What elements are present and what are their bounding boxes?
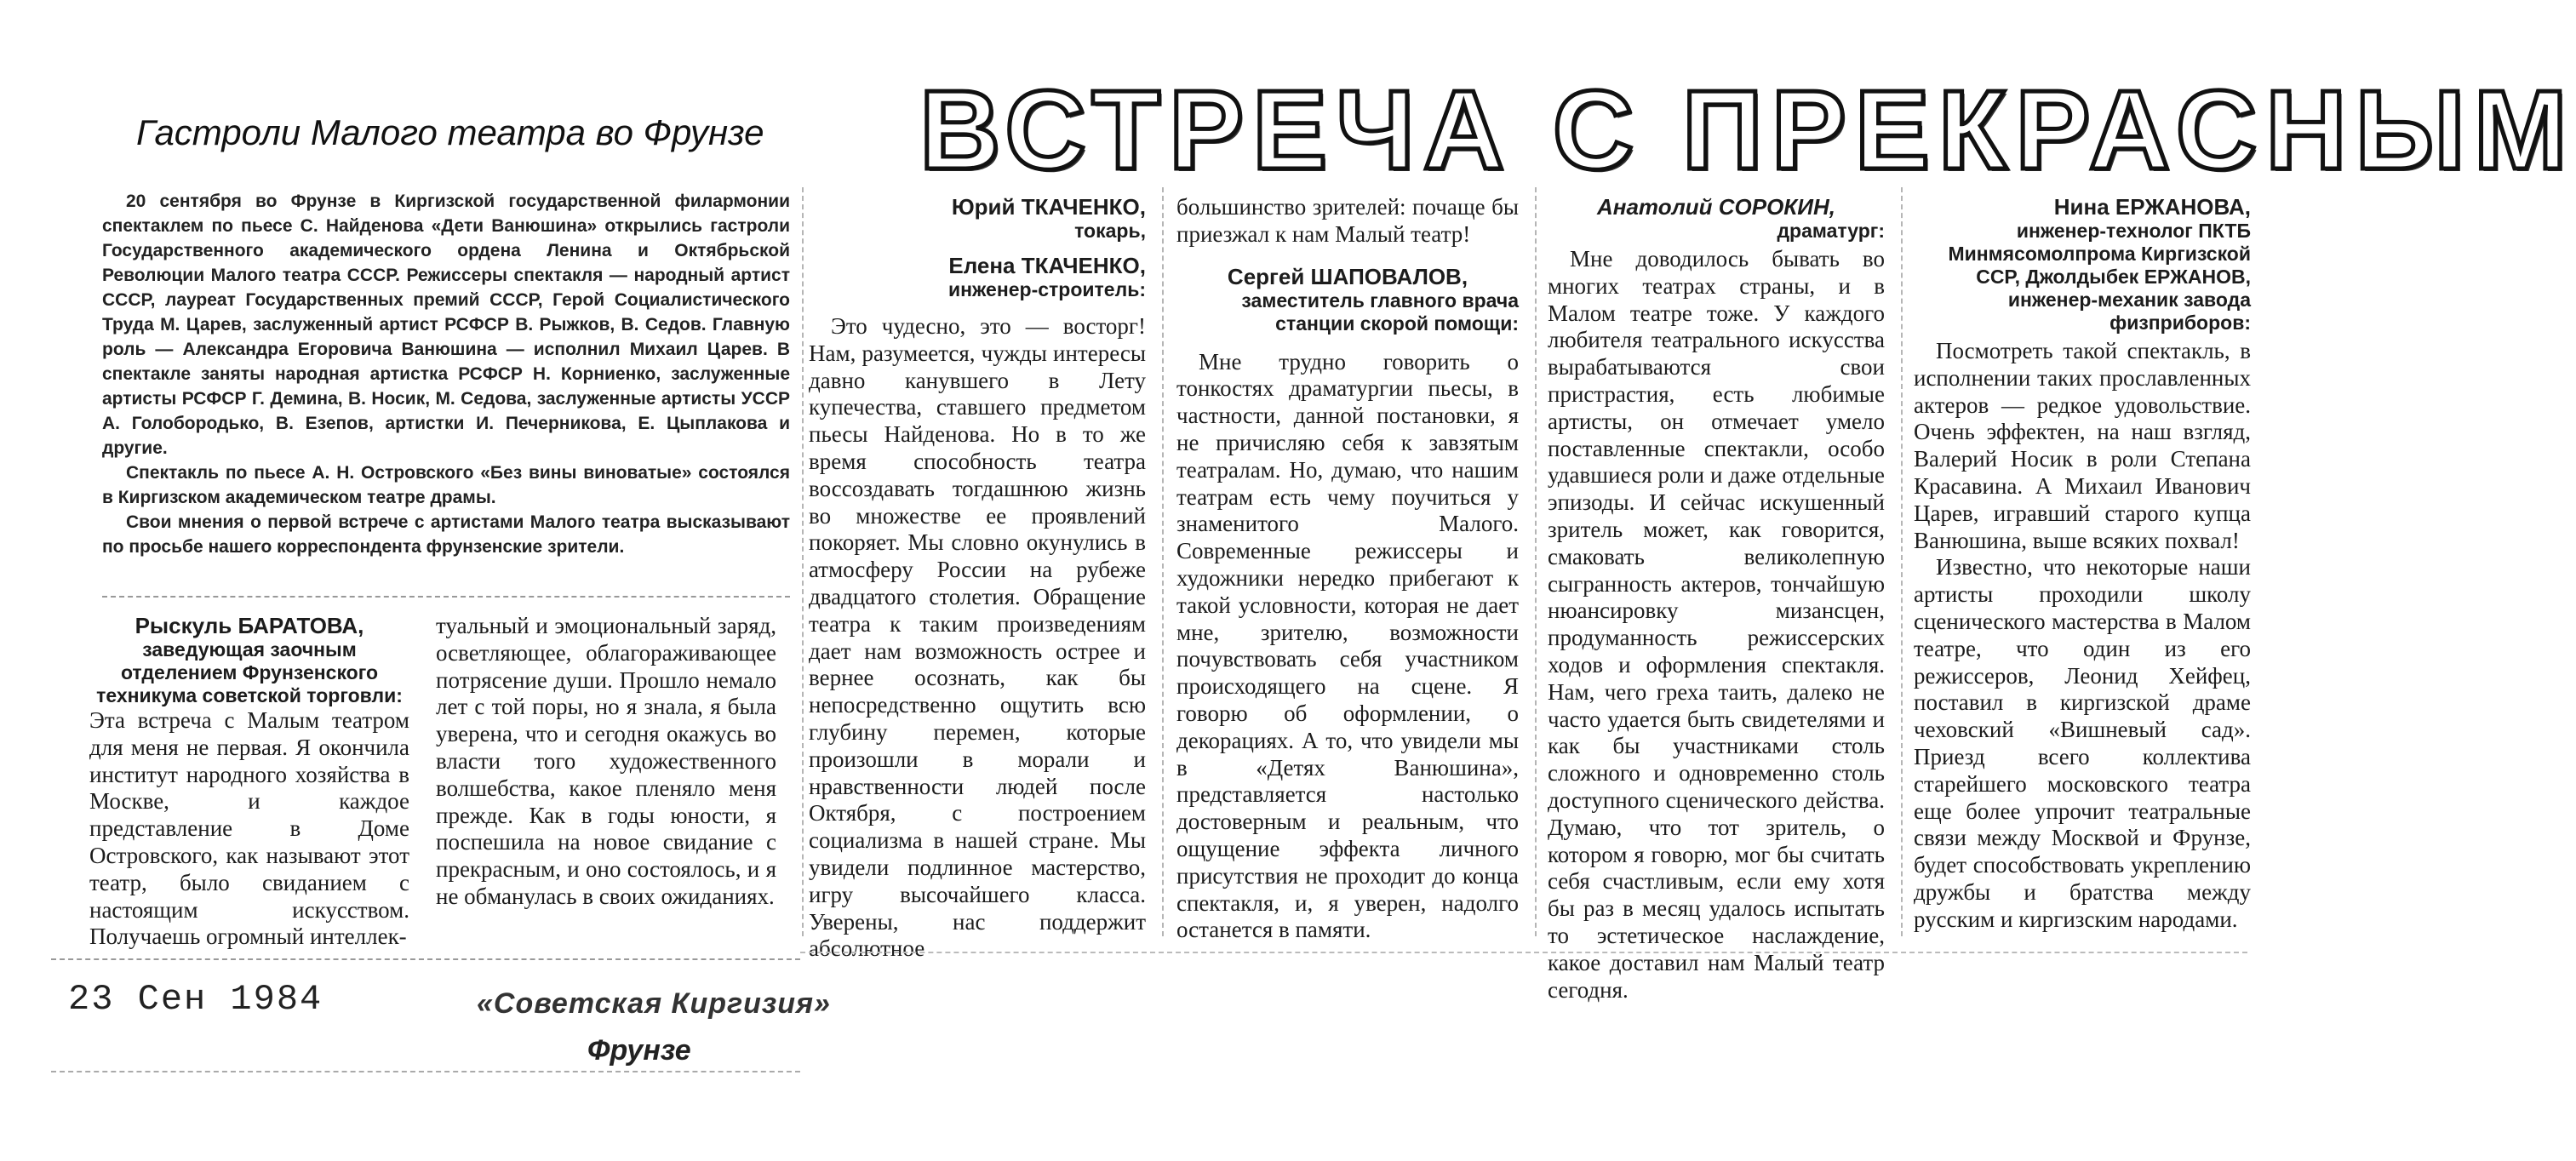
bottom-divider: [51, 958, 800, 960]
author-name: Рыскуль БАРАТОВА,: [135, 613, 364, 638]
intro-paragraph-2: Спектакль по пьесе А. Н. Островского «Без вины виноватые» состоялся в Киргизском академическом театре драмы.: [102, 463, 790, 507]
intro-paragraph-1: 20 сентября во Фрунзе в Киргизской государственной филармонии спектаклем по пьесе С. Найденова «Дети Ванюшина» открылись гастроли Государственного академического ордена Ленина и Октябрьской Революции Малого театра СССР. Режиссеры спектакля — народный артист СССР, лауреат Государственных премий СССР, Герой Социалистического Труда М. Царев, заслуженный артист РСФСР В. Рыжков, В. Седов. Главную роль — Александра Егоровича Ванюшина — исполнил Михаил Царев. В спектакле заняты народная артистка РСФСР Н. Корниенко, заслуженные артисты РСФСР Г. Демина, В. Носик, М. Седова, заслуженные артисты УССР А. Голобородько, В. Езепов, артистки И. Печерникова, Е. Цыплакова и другие.: [102, 192, 790, 458]
column-text: туальный и эмоциональный заряд, осветляющее, облагораживающее потрясение души. Прошло немало лет с той поры, но я знала, я была уверена, что и сегодня окажусь во власти того художественного волшебства, какое пленяло меня прежде. Как в годы юности, я поспешила на новое свидание с прекрасным, и оно состоялось, и я не обманулась в своих ожиданиях.: [436, 613, 776, 909]
column-1: [89, 613, 409, 951]
column-text: большинство зрителей: почаще бы приезжал к нам Малый театр!: [1176, 194, 1519, 247]
column-3: [809, 194, 1146, 963]
stamp-divider: [51, 1071, 800, 1072]
source-stamp: «Советская Киргизия»: [477, 987, 831, 1020]
column-2: [436, 613, 776, 911]
column-text: Эта встреча с Малым театром для меня не первая. Я окончила институт народного хозяйства в Москве, и каждое представление в Доме Островского, как называют этот театр, было свиданием с настоящим искусством. Получаешь огромный интеллек-: [89, 707, 409, 950]
city-stamp: Фрунзе: [587, 1034, 691, 1067]
column-divider: [1901, 187, 1903, 936]
column-4: [1176, 194, 1519, 944]
author-name: Елена ТКАЧЕНКО,: [948, 253, 1146, 278]
date-stamp: 23 Сен 1984: [68, 979, 323, 1020]
bottom-divider: [800, 952, 2247, 953]
headline: ВСТРЕЧА С ПРЕКРАСНЫМ: [919, 67, 2576, 192]
column-divider: [1535, 187, 1537, 936]
column-text: Известно, что некоторые наши артисты проходили школу сценического мастерства в Малом театре, что один из его режиссеров, Леонид Хейфец, поставил в киргизской драме чеховский «Вишневый сад». Приезд всего коллектива старейшего московского театра еще более упрочит театральные связи между Москвой и Фрунзе, будет способствовать укреплению дружбы и братства между русским и киргизским народами.: [1914, 554, 2251, 932]
column-6: [1914, 194, 2251, 934]
author-role: драматург:: [1777, 220, 1885, 242]
author-role: токарь,: [1074, 220, 1146, 242]
column-text: Мне доводилось бывать во многих театрах страны, и в Малом театре тоже. У каждого любителя театрального искусства вырабатываются свои пристрастия, есть любимые артисты, он отмечает умело поставленные спектакли, особо удавшиеся роли и даже отдельные эпизоды. И сейчас искушенный зритель может, как говорится, смаковать великолепную сыгранность актеров, тончайшую нюансировку мизансцен, продуманность режиссерских ходов и оформления спектакля. Нам, чего греха таить, далеко не часто удается быть свидетелями и как бы участниками столь сложного и одновременно столь доступного сценического действа. Думаю, что тот зритель, о котором я говорю, мог бы считать себя счастливым, если ему хотя бы раз в месяц удалось испытать то эстетическое наслаждение, какое доставил нам Малый театр сегодня.: [1548, 246, 1885, 1003]
intro-block: [102, 189, 790, 559]
author-name: Нина ЕРЖАНОВА,: [2053, 194, 2251, 220]
author-role: инженер-технолог ПКТБ Минмясомолпрома Киргизской ССР, Джолдыбек ЕРЖАНОВ, инженер-механик завода физприборов:: [1948, 220, 2251, 334]
author-name: Сергей ШАПОВАЛОВ,: [1227, 263, 1468, 289]
author-name: Юрий ТКАЧЕНКО,: [951, 194, 1146, 220]
intro-paragraph-3: Свои мнения о первой встрече с артистами Малого театра высказывают по просьбе нашего корреспондента фрунзенские зрители.: [102, 512, 790, 557]
column-divider: [802, 187, 804, 936]
column-text: Мне трудно говорить о тонкостях драматургии пьесы, в частности, данной постановки, я не причисляю себя к завзятым театралам. Но, думаю, что нашим театрам есть чему поучиться у знаменитого Малого. Современные режиссеры и художники нередко прибегают к такой условности, которая не дает мне, зрителю, возможности почувствовать себя участником происходящего на сцене. Я говорю об оформлении, о декорациях. А то, что увидели мы в «Детях Ванюшина», представляется настолько достоверным и реальным, что ощущение эффекта личного присутствия не проходит до конца спектакля, и, я уверен, надолго останется в памяти.: [1176, 348, 1519, 943]
author-name: Анатолий СОРОКИН,: [1596, 194, 1835, 220]
intro-divider: [102, 596, 790, 598]
column-divider: [1162, 187, 1164, 936]
column-text: Это чудесно, это — восторг! Нам, разумеется, чужды интересы давно канувшего в Лету купечества, ставшего предметом пьесы Найденова. Но в то же время способность театра воссоздавать тогдашнюю жизнь во множестве ее проявлений покоряет. Мы словно окунулись в атмосферу России на рубеже двадцатого столетия. Обращение театра к таким произведениям дает нам возможность острее и вернее осознать, как бы непосредственно ощутить всю глубину перемен, которые произошли в морали и нравственности людей после Октября, с построением социализма в нашей стране. Мы увидели подлинное мастерство, игру высочайшего класса. Уверены, нас поддержит абсолютное: [809, 313, 1146, 962]
rubric-heading: Гастроли Малого театра во Фрунзе: [136, 112, 764, 152]
author-role: инженер-строитель:: [948, 278, 1146, 300]
column-5: [1548, 194, 1885, 1004]
column-text: Посмотреть такой спектакль, в исполнении таких прославленных актеров — редкое удовольствие. Очень эффектен, на наш взгляд, Валерий Носик в роли Степана Красавина. А Михаил Иванович Царев, игравший старого купца Ванюшина, выше всяких похвал!: [1914, 338, 2251, 553]
author-role: заместитель главного врача станции скорой помощи:: [1241, 289, 1519, 335]
author-role: заведующая заочным отделением Фрунзенского техникума советской торговли:: [96, 638, 403, 706]
